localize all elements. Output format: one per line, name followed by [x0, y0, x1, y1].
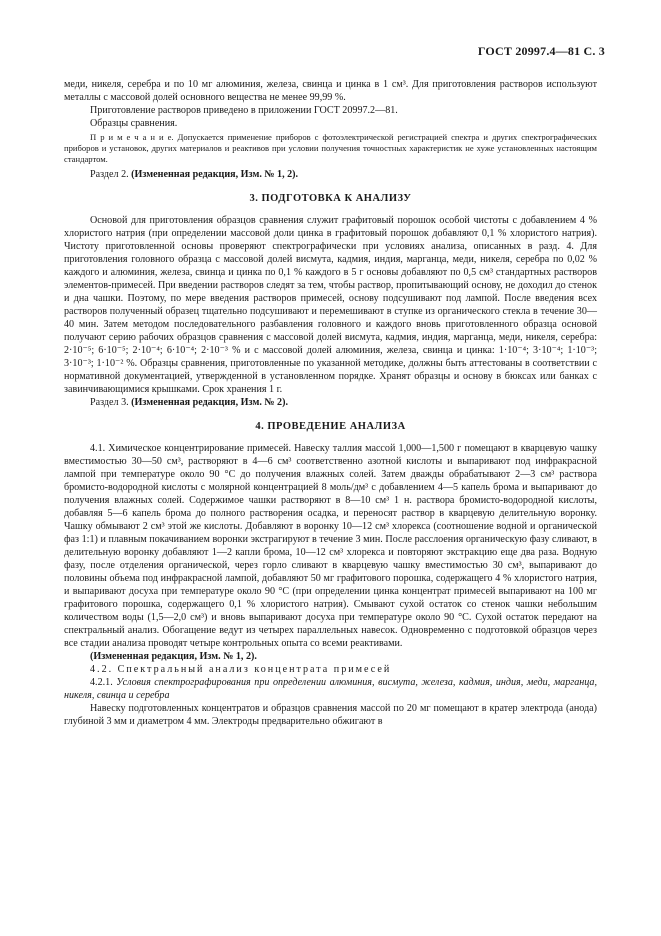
amendment-4-1: (Измененная редакция, Изм. № 1, 2).	[90, 651, 257, 662]
paragraph-chemical-concentration: 4.1. Химическое концентрирование примесей. Навеску таллия массой 1,000—1,500 г помещают в кварцевую чашку вместимостью 30—50 см³, растворяют в 4—6 см³ соответственно азотной кислоты и выпаривают под инфракрасной лампой при температуре около 90 °С до получения влажных солей. Затем дважды обрабатывают 2—3 см³ раствора бромисто-водородной кислоты с молярной концентрацией 8 моль/дм³ с добавлением 4—5 капель брома и выпаривают до получения влажных солей. Содержимое чашки растворяют в 8—10 см³ 1 н. раствора бромисто-водородной кислоты, добавляя 5—6 капель брома до полного растворения осадка, и переносят раствор в кварцевую делительную воронку. Чашку обмывают 2 см³ этой же кислоты. Добавляют в воронку 10—12 см³ хлорекса (соотношение водной и органической фаз 1:1) и плавным покачиванием воронки экстрагируют в течение 3 мин. После расслоения органическую фазу сливают, в делительную воронку добавляют 1—2 капли брома, 10—12 см³ хлорекса и повторяют экстракцию еще два раза. Водную фазу, после отделения органической, через горло сливают в кварцевую чашку вместимостью 30 см³, выпаривают до половины объема под инфракрасной лампой, добавляют 50 мг графитового порошка, содержащего 4 % хлористого натрия, и выпаривают досуха при температуре около 90 °С (при определении цинка концентрат примесей выпаривают на 100 мг графитового порошка, содержащего 0,1 % хлористого натрия). Смывают сухой остаток со стенок чашки небольшим количеством воды (1,5—2,0 см³) и вновь выпаривают досуха при температуре около 90 °С. Сухой остаток передают на спектральный анализ. Обогащение ведут из четырех параллельных навесок. Одновременно с подготовкой образцов через все стадии анализа проводят четыре контрольных опыта со всеми реактивами.	[64, 443, 597, 649]
paragraph-solutions: меди, никеля, серебра и по 10 мг алюминия, железа, свинца и цинка в 1 см³. Для приготовления растворов используют металлы с массовой долей основного вещества не менее 99,99 %.	[64, 79, 597, 103]
section-3-amendment	[64, 396, 597, 409]
section-4-heading: 4. ПРОВЕДЕНИЕ АНАЛИЗА	[255, 421, 406, 432]
document-body	[64, 78, 597, 728]
paragraph-preparation-ref: Приготовление растворов приведено в приложении ГОСТ 20997.2—81.	[90, 105, 398, 116]
note-lead: П р и м е ч а н и е.	[90, 132, 174, 142]
clause-number: 4.2.1.	[90, 677, 117, 688]
paragraph-conditions-heading	[64, 676, 597, 702]
section-3-label: Раздел 3.	[90, 397, 132, 408]
paragraph-base-preparation: Основой для приготовления образцов сравнения служит графитовый порошок особой чистоты с добавлением 4 % хлористого натрия (при определении массовой доли цинка в графитовый порошок добавляют 0,1 % хлористого натрия). Чистоту приготовленной основы проверяют спектрографически при условиях анализа, описанных в разд. 4. Для приготовления головного образца с массовой долей висмута, кадмия, индия, марганца, меди, никеля, серебра по 0,02 % каждого и алюминия, железа, свинца и цинка по 0,1 % каждого в 5 г основы добавляют по 0,5 см³ стандартных растворов элементов-примесей. При введении растворов следят за тем, чтобы раствор, пропитывающий основу, не доходил до стенок и дна чашки. Поэтому, по мере введения растворов примесей, основу подсушивают под лампой. После введения всех растворов полученный образец тщательно подсушивают и перемешивают в ступке из органического стекла в течение 30—40 мин. Затем методом последовательного разбавления головного и каждого вновь приготовленного образца основой получают серию рабочих образцов сравнения с массовой долей висмута, кадмия, индия, марганца, меди, никеля, серебра: 2·10⁻⁵; 6·10⁻⁵; 2·10⁻⁴; 6·10⁻⁴; 2·10⁻³ % и с массовой долей алюминия, железа, свинца и цинка: 1·10⁻⁴; 3·10⁻⁴; 1·10⁻³; 3·10⁻³; 1·10⁻² %. Образцы сравнения, приготовленные по указанной методике, должны быть аттестованы в соответствии с нормативной документацией, утвержденной в установленном порядке. Хранят образцы и основу в бюксах или банках с завинчивающимися крышками. Срок хранения 1 г.	[64, 215, 597, 395]
section-3-amendment-bold: (Измененная редакция, Изм. № 2).	[131, 397, 288, 408]
section-2-label: Раздел 2.	[90, 169, 132, 180]
note-paragraph	[64, 132, 597, 165]
note-text: Допускается применение приборов с фотоэлектрической регистрацией спектра и других спектрографических приборов и установок, других материалов и реактивов при условии получения точностных характеристик не хуже установленных настоящим стандартом.	[64, 132, 597, 164]
paragraph-sample-loading: Навеску подготовленных концентратов и образцов сравнения массой по 20 мг помещают в кратер электрода (анода) глубиной 3 мм и диаметром 4 мм. Электроды предварительно обжигают в	[64, 703, 597, 727]
section-3-heading: 3. ПОДГОТОВКА К АНАЛИЗУ	[249, 193, 412, 204]
paragraph-reference-samples: Образцы сравнения.	[90, 118, 178, 129]
page-header: ГОСТ 20997.4—81 С. 3	[477, 44, 605, 58]
conditions-title: Условия спектрографирования при определении алюминия, висмута, железа, кадмия, индия, меди, марганца, никеля, свинца и серебра	[64, 677, 597, 701]
paragraph-spectral-analysis: 4.2. Спектральный анализ концентрата примесей	[90, 664, 392, 675]
section-2-amendment-bold: (Измененная редакция, Изм. № 1, 2).	[131, 169, 299, 180]
section-2-amendment	[64, 168, 597, 181]
